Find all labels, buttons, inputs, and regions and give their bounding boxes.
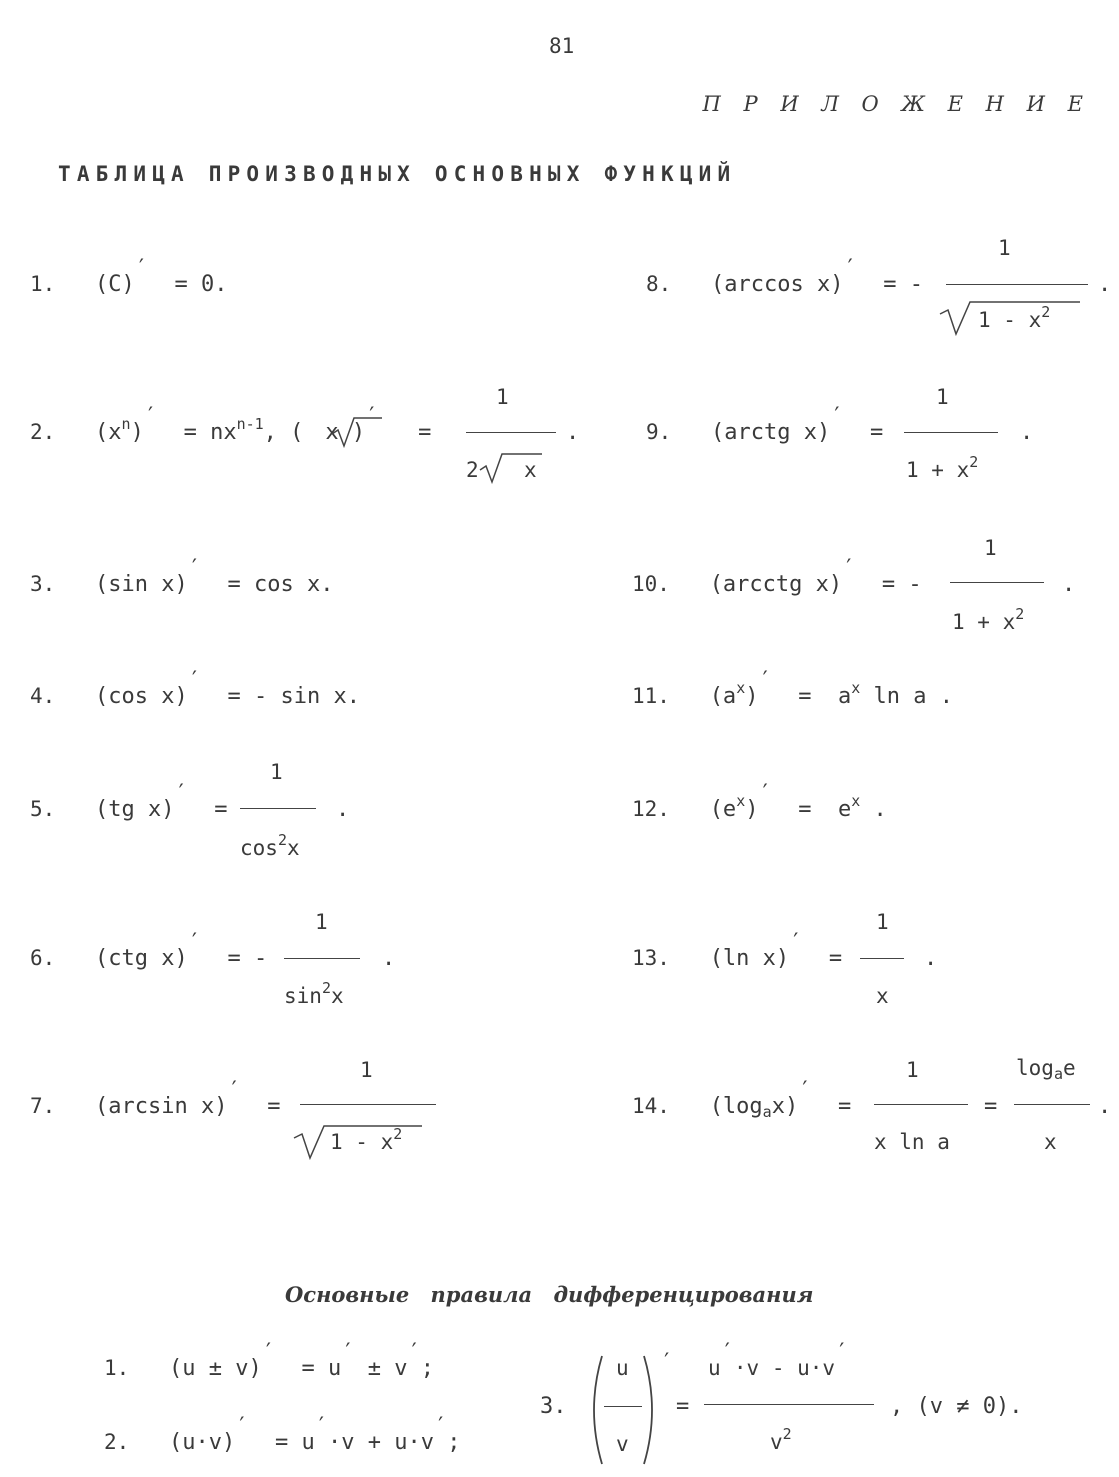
formula-equals: = (984, 1094, 998, 1119)
fraction-numerator: 1 (906, 1058, 919, 1082)
formula-6: 6. (ctg x)′ = - (30, 930, 268, 971)
formula-9: 9. (arctg x)′ = (646, 404, 884, 445)
fraction-bar (874, 1104, 968, 1105)
fraction-denominator: 2 (466, 458, 479, 482)
formula-end: . (382, 946, 396, 971)
formula-end: . (1098, 1094, 1112, 1119)
fraction-numerator: 1 (270, 760, 283, 784)
formula-8: 8. (arccos x)′ = - (646, 256, 923, 297)
formula-end: . (566, 420, 580, 445)
fraction-denominator: x (1044, 1130, 1057, 1154)
fraction-numerator: 1 (936, 385, 949, 409)
fraction-numerator: 1 (984, 536, 997, 560)
formula-10: 10. (arcctg x)′ = - (632, 556, 922, 597)
fraction-bar (1014, 1104, 1090, 1105)
appendix-label: П Р И Л О Ж Е Н И Е (702, 92, 1091, 116)
fraction-bar (904, 432, 998, 433)
fraction-denominator-var: x (524, 458, 537, 482)
fraction-numerator: u (616, 1356, 629, 1380)
rules-title: Основные правила дифференцирования (285, 1282, 814, 1307)
formula-13: 13. (ln x)′ = (632, 930, 843, 971)
sqrt-sign (332, 414, 382, 448)
rule-3-equals: = (676, 1394, 690, 1419)
rule-3-prime: ′ (660, 1350, 674, 1375)
fraction-denominator: $\cos^2x$ (240, 831, 300, 860)
formula-2: 2. $(x^n)' = nx^{n-1}$, ( x )′ = (30, 404, 432, 445)
fraction-denominator: $1 - x^2$ (330, 1125, 403, 1154)
fraction-bar (946, 284, 1088, 285)
formula-3: 3. (sin x)′ = cos x. (30, 556, 334, 597)
rule-1: 1. (u ± v)′ = u′ ± v′; (104, 1340, 435, 1381)
formula-5: 5. (tg x)′ = (30, 781, 228, 822)
left-paren (586, 1354, 606, 1466)
fraction-bar (604, 1406, 642, 1407)
formula-11: 11. $(a^x)' = a^x$ ln a . (632, 668, 953, 709)
fraction-denominator: $1 + x^2$ (906, 453, 979, 482)
formula-4: 4. (cos x)′ = - sin x. (30, 668, 360, 709)
fraction-numerator: 1 (360, 1058, 373, 1082)
fraction-numerator: 1 (998, 236, 1011, 260)
formula-end: . (1062, 572, 1076, 597)
fraction-bar (860, 958, 904, 959)
fraction-bar (300, 1104, 436, 1105)
fraction-numerator: 1 (315, 910, 328, 934)
formula-7: 7. (arcsin x)′ = (30, 1078, 281, 1119)
formula-14: 14. (logax)′ = (632, 1078, 852, 1121)
fraction-denominator: x ln a (874, 1130, 950, 1154)
formula-end: . (336, 797, 350, 822)
rule-3-condition: , (v ≠ 0). (890, 1394, 1023, 1419)
fraction-bar (704, 1404, 874, 1405)
table-title: ТАБЛИЦА ПРОИЗВОДНЫХ ОСНОВНЫХ ФУНКЦИЙ (58, 162, 737, 186)
fraction-bar (466, 432, 556, 433)
formula-1: 1. (C)′ = 0. (30, 256, 228, 297)
fraction-denominator: $1 - x^2$ (978, 303, 1051, 332)
right-paren (640, 1354, 660, 1466)
fraction-numerator: logae (1016, 1056, 1076, 1083)
fraction-numerator: u′·v - u·v′ (708, 1340, 849, 1380)
fraction-denominator: x (876, 984, 889, 1008)
sqrt-sign (480, 450, 550, 484)
fraction-bar (284, 958, 360, 959)
formula-end: . (1098, 272, 1112, 297)
fraction-numerator: 1 (496, 385, 509, 409)
formula-end: . (1020, 420, 1034, 445)
fraction-denominator: $1 + x^2$ (952, 605, 1025, 634)
formula-end: . (924, 946, 938, 971)
fraction-denominator: $\sin^2x$ (284, 979, 344, 1008)
rule-2: 2. (u·v)′ = u′·v + u·v′; (104, 1414, 461, 1455)
fraction-denominator: v (616, 1432, 629, 1456)
fraction-numerator: 1 (876, 910, 889, 934)
fraction-denominator: $v^2$ (770, 1425, 792, 1454)
formula-12: 12. $(e^x)' = e^x$ . (632, 781, 887, 822)
fraction-bar (240, 808, 316, 809)
fraction-bar (950, 582, 1044, 583)
rule-3-number: 3. (540, 1394, 567, 1419)
page-number: 81 (549, 34, 575, 58)
